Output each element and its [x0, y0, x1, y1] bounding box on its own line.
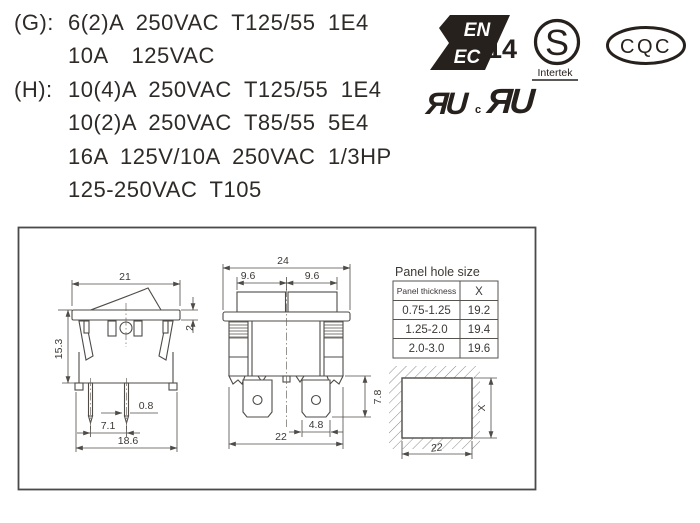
- dimension-label: X: [476, 404, 488, 412]
- dimension-label: 0.8: [138, 400, 154, 412]
- dimension-label: 24: [277, 255, 289, 267]
- side-view-drawing: [72, 288, 180, 432]
- rating-value: 10(2)A 250VAC T85/55 5E4: [68, 110, 369, 136]
- enec-text-ec: EC: [453, 47, 481, 68]
- dimension-label: 22: [275, 431, 287, 443]
- terminal-hole: [312, 396, 321, 405]
- cutout-square: [402, 378, 472, 438]
- dimension-label: 7.1: [100, 420, 116, 432]
- rocker-actuator: [88, 288, 161, 311]
- panel-cutout-drawing: [389, 366, 497, 459]
- table-cell-thickness: 0.75-1.25: [402, 305, 451, 317]
- rating-value: 16A 125V/10A 250VAC 1/3HP: [68, 143, 392, 169]
- table-cell-thickness: 1.25-2.0: [405, 324, 448, 336]
- rating-prefix-h: (H):: [14, 76, 53, 102]
- dimension-label: 22: [430, 441, 444, 455]
- rating-value: 10(4)A 250VAC T125/55 1E4: [68, 76, 382, 102]
- rating-value: 125-250VAC T105: [68, 176, 262, 202]
- intertek-s-letter: S: [544, 22, 570, 63]
- ul-recognized-mark: ЯU: [424, 86, 467, 121]
- terminal-hole: [253, 396, 262, 405]
- table-header-thickness: Panel thickness: [396, 286, 457, 296]
- panel-hole-table: [393, 265, 498, 358]
- dimension-label: 4.8: [308, 419, 324, 431]
- dimension-label: 18.6: [117, 435, 139, 447]
- cul-c-prefix: c: [475, 104, 482, 116]
- rating-value: 6(2)A 250VAC T125/55 1E4: [68, 10, 369, 35]
- dimension-label: 9.6: [240, 270, 256, 282]
- tab: [163, 321, 168, 333]
- table-cell-x: 19.2: [467, 305, 491, 317]
- table-cell-thickness: 2.0-3.0: [408, 343, 445, 355]
- tab: [134, 321, 142, 336]
- table-cell-x: 19.4: [467, 324, 491, 336]
- intertek-name: Intertek: [537, 67, 573, 79]
- rib-zone-left: [229, 322, 248, 338]
- body-foot: [169, 383, 177, 390]
- rocker-half-right: [288, 292, 337, 312]
- dimension-label: 21: [119, 271, 131, 283]
- table-cell-x: 19.6: [467, 343, 491, 355]
- rib-zone-right: [324, 322, 343, 338]
- rating-value: 10A 125VAC: [68, 43, 215, 69]
- table-header-x: X: [475, 286, 483, 298]
- dimension-label: 9.6: [304, 270, 320, 282]
- dimension-label: 2: [184, 325, 196, 331]
- tab: [84, 321, 89, 333]
- rating-prefix-g: (G):: [14, 10, 54, 35]
- dimension-label: 7.8: [372, 389, 384, 405]
- tab: [108, 321, 116, 336]
- rocker-half-left: [237, 292, 286, 312]
- cqc-label: CQC: [620, 36, 672, 58]
- cul-recognized-mark: ЯU: [485, 82, 534, 121]
- panel-hole-title: Panel hole size: [395, 265, 480, 279]
- enec-number: 14: [487, 34, 518, 64]
- front-view-drawing: [223, 289, 350, 427]
- body-foot: [75, 383, 83, 390]
- dimension-label: 15.3: [53, 338, 65, 360]
- enec-text-en: EN: [463, 20, 491, 41]
